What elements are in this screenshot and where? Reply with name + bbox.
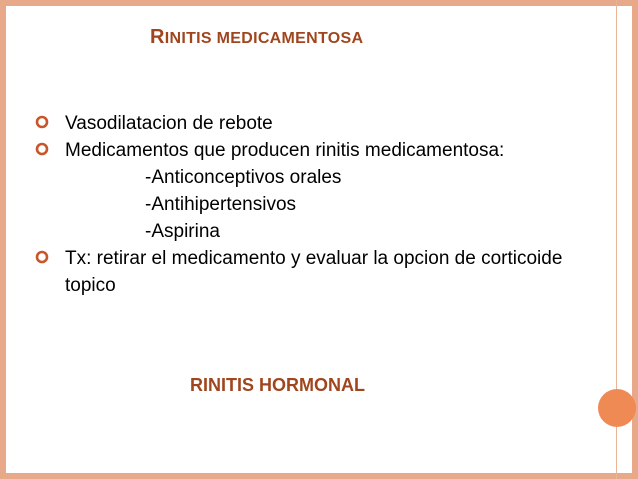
- bullet-text: Tx: retirar el medicamento y evaluar la opcion de corticoide topico: [65, 248, 563, 296]
- sub-item: -Aspirina: [145, 221, 220, 242]
- circle-bullet-icon: [35, 111, 49, 138]
- bullet-text: Vasodilatacion de rebote: [65, 113, 273, 134]
- sub-item: -Antihipertensivos: [145, 194, 297, 215]
- bullet-item: [35, 137, 575, 164]
- slide-content: [35, 110, 575, 299]
- section-heading: RINITIS HORMONAL: [190, 375, 365, 395]
- title-rest: INITIS MEDICAMENTOSA: [164, 30, 364, 47]
- slide-border-left: [0, 0, 6, 479]
- circle-bullet-icon: [35, 138, 49, 165]
- bullet-text: Medicamentos que producen rinitis medicamentosa:: [65, 140, 505, 161]
- circle-bullet-icon: [35, 246, 49, 273]
- decorative-circle: [598, 389, 636, 427]
- slide-border-bottom: [0, 473, 638, 479]
- bullet-item: [35, 245, 575, 299]
- title-first-letter: R: [150, 26, 165, 48]
- sub-item: -Anticonceptivos orales: [145, 167, 342, 188]
- slide-title: [150, 26, 363, 49]
- slide-border-top: [0, 0, 638, 6]
- bullet-item: [35, 110, 575, 137]
